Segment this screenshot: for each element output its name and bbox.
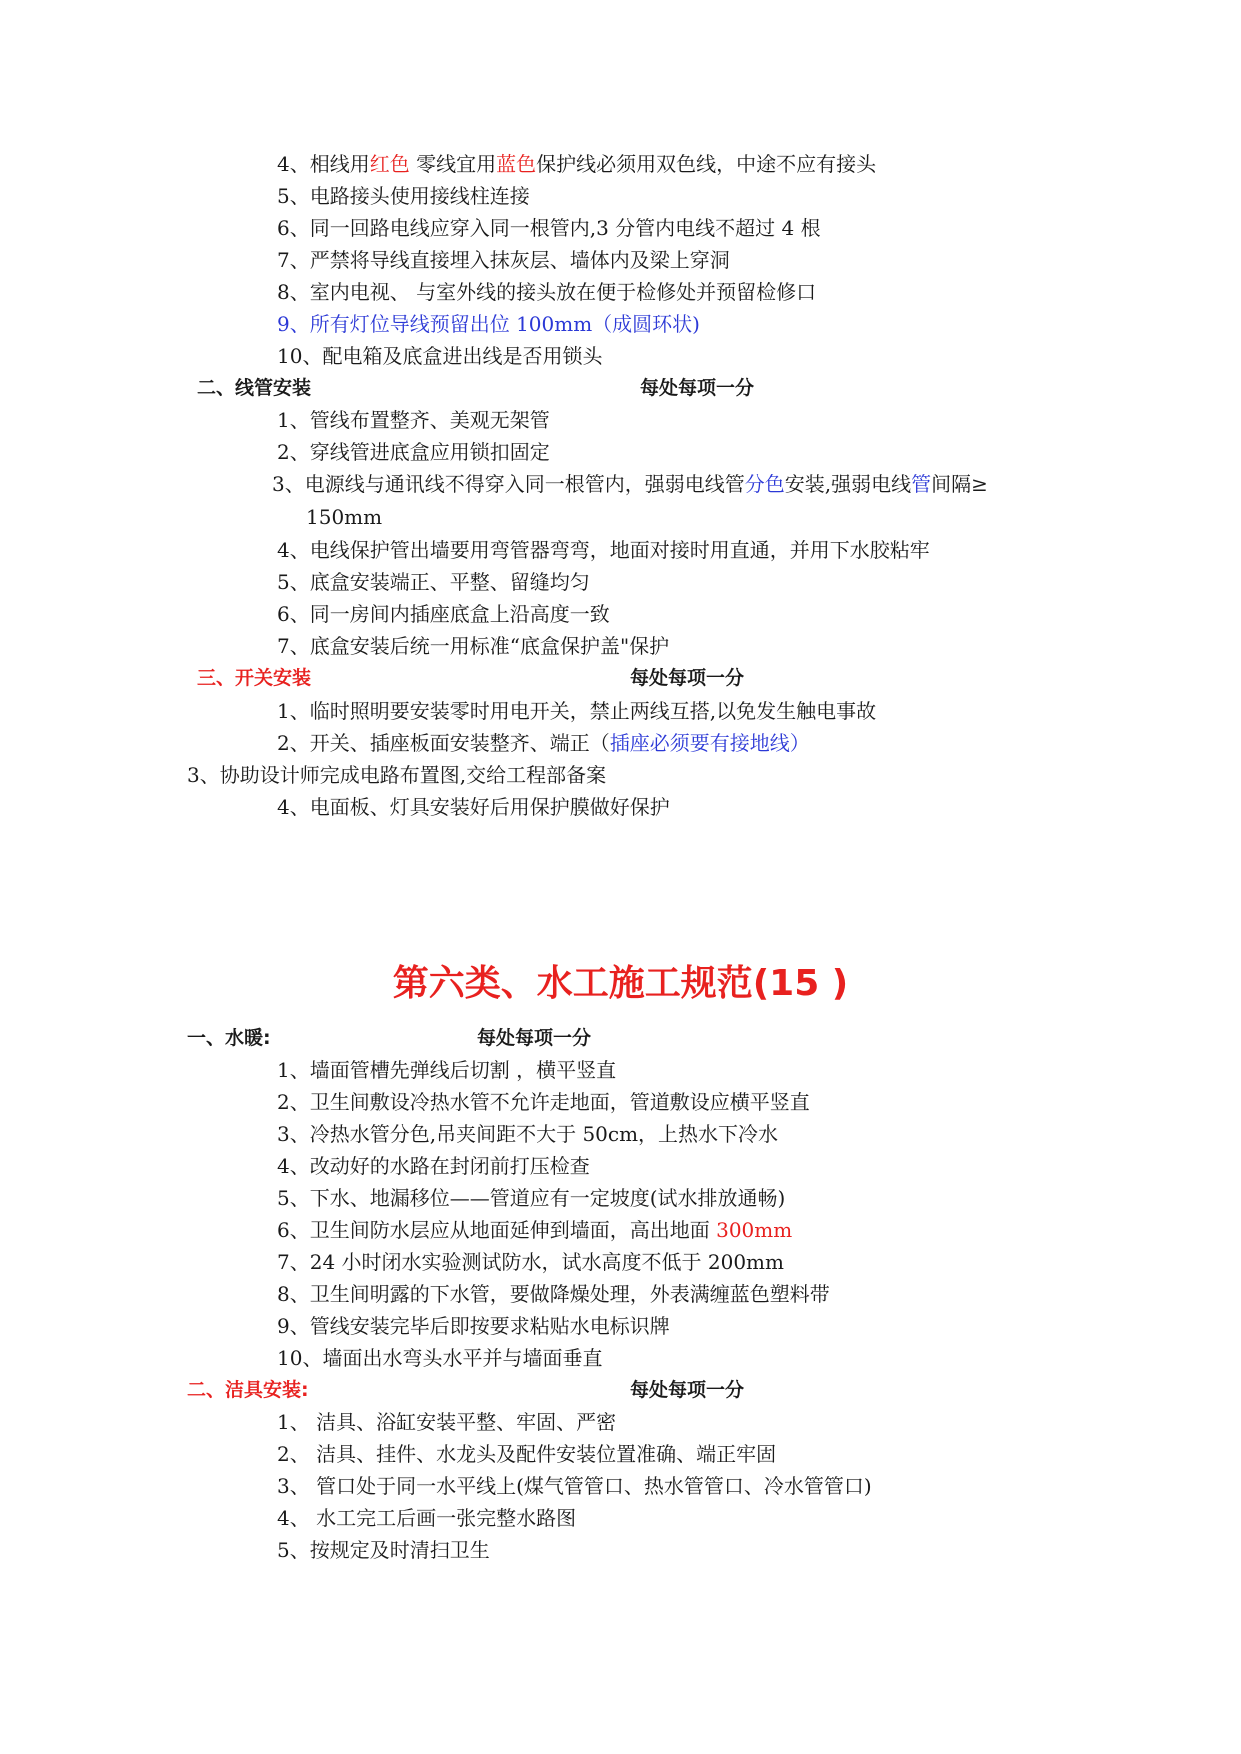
sanitary-heading: 二、洁具安装: (187, 1379, 309, 1401)
electric-item-5: 5、电路接头使用接线柱连接 (277, 184, 530, 208)
red-color-text: 红色 (369, 152, 410, 176)
water-item-9: 9、管线安装完毕后即按要求粘贴水电标识牌 (277, 1314, 670, 1338)
sanitary-item-3: 3、 管口处于同一水平线上(煤气管管口、热水管管口、冷水管管口) (277, 1474, 872, 1498)
switch-item-4: 4、电面板、灯具安装好后用保护膜做好保护 (277, 795, 670, 819)
conduit-item-1: 1、管线布置整齐、美观无架管 (277, 408, 550, 432)
water-item-6: 6、卫生间防水层应从地面延伸到墙面，高出地面 300mm (277, 1218, 793, 1242)
sanitary-item-4: 4、 水工完工后画一张完整水路图 (277, 1506, 577, 1530)
height-value: 300mm (716, 1218, 793, 1242)
conduit-heading: 二、线管安装 (197, 377, 312, 399)
electric-item-8: 8、室内电视、 与室外线的接头放在便于检修处并预留检修口 (277, 280, 817, 304)
conduit-item-2: 2、穿线管进底盒应用锁扣固定 (277, 440, 550, 464)
blue-color-text: 蓝色 (496, 152, 537, 176)
sanitary-score: 每处每项一分 (630, 1379, 745, 1401)
switch-item-3: 3、协助设计师完成电路布置图,交给工程部备案 (187, 763, 607, 787)
water-item-3: 3、冷热水管分色,吊夹间距不大于 50cm，上热水下冷水 (277, 1122, 779, 1146)
switch-item-1: 1、临时照明要安装零时用电开关，禁止两线互搭,以免发生触电事故 (277, 699, 877, 723)
sanitary-item-5: 5、按规定及时清扫卫生 (277, 1538, 490, 1562)
switch-score: 每处每项一分 (630, 667, 745, 689)
conduit-item-3: 3、电源线与通讯线不得穿入同一根管内，强弱电线管分色安装,强弱电线管间隔≥ (272, 472, 988, 496)
water-item-8: 8、卫生间明露的下水管，要做降燥处理，外表满缠蓝色塑料带 (277, 1282, 830, 1306)
switch-heading: 三、开关安装 (197, 667, 312, 689)
electric-item-10: 10、配电箱及底盒进出线是否用锁头 (277, 344, 603, 368)
water-score: 每处每项一分 (477, 1027, 592, 1049)
conduit-item-6: 6、同一房间内插座底盒上沿高度一致 (277, 602, 610, 626)
water-heading: 一、水暖: (187, 1027, 271, 1049)
water-item-2: 2、卫生间敷设冷热水管不允许走地面，管道敷设应横平竖直 (277, 1090, 810, 1114)
conduit-item-3-cont: 150mm (306, 505, 383, 529)
sanitary-item-1: 1、 洁具、浴缸安装平整、牢固、严密 (277, 1410, 617, 1434)
water-item-4: 4、改动好的水路在封闭前打压检查 (277, 1154, 590, 1178)
water-item-1: 1、墙面管槽先弹线后切割 ，横平竖直 (277, 1058, 617, 1082)
electric-item-7: 7、严禁将导线直接埋入抹灰层、墙体内及梁上穿洞 (277, 248, 730, 272)
water-item-10: 10、墙面出水弯头水平并与墙面垂直 (277, 1346, 603, 1370)
conduit-item-4: 4、电线保护管出墙要用弯管器弯弯，地面对接时用直通，并用下水胶粘牢 (277, 538, 930, 562)
water-item-5: 5、下水、地漏移位——管道应有一定坡度(试水排放通畅) (277, 1186, 786, 1210)
sanitary-item-2: 2、 洁具、挂件、水龙头及配件安装位置准确、端正牢固 (277, 1442, 777, 1466)
electric-item-9: 9、所有灯位导线预留出位 100mm（成圆环状) (277, 312, 700, 336)
conduit-item-5: 5、底盒安装端正、平整、留缝均匀 (277, 570, 590, 594)
electric-item-4: 4、相线用红色 零线宜用蓝色保护线必须用双色线，中途不应有接头 (277, 152, 877, 176)
conduit-item-7: 7、底盒安装后统一用标准“底盒保护盖"保护 (277, 634, 670, 658)
conduit-score: 每处每项一分 (640, 377, 755, 399)
ground-wire-note: 插座必须要有接地线） (609, 731, 810, 755)
category-title: 第六类、水工施工规范(15 ) (392, 963, 849, 1004)
switch-item-2: 2、开关、插座板面安装整齐、端正（插座必须要有接地线） (277, 731, 810, 755)
electric-item-6: 6、同一回路电线应穿入同一根管内,3 分管内电线不超过 4 根 (277, 216, 821, 240)
water-item-7: 7、24 小时闭水实验测试防水，试水高度不低于 200mm (277, 1250, 784, 1274)
